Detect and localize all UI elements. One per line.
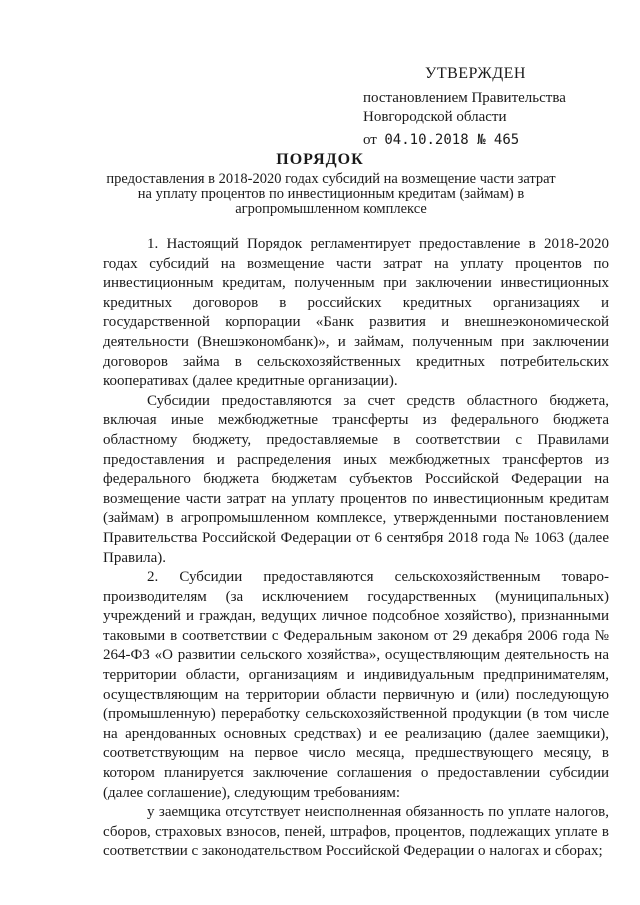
document-title: ПОРЯДОК	[276, 151, 364, 168]
handwritten-date-number: 04.10.2018 № 465	[384, 132, 520, 148]
approval-line-1: постановлением Правительства	[363, 90, 566, 106]
paragraph-1: 1. Настоящий Порядок регламентирует предоставление в 2018-2020 годах субсидий на возмещение части затрат на уплату процентов по инвестиционным кредитам, полученным при заключении инвестиционных кредитных договоров в российских кредитных организациях и государственной корпорации «Банк развития и внешнеэкономической деятельности (Внешэкономбанк)», и займам, полученным при заключении договоров займа в сельскохозяйственных кредитных потребительских кооперативах (далее кредитные организации).	[103, 236, 609, 390]
approved-heading: УТВЕРЖДЕН	[425, 65, 526, 82]
paragraph-3: 2. Субсидии предоставляются сельскохозяйственным товаро-производителям (за исключением государственных (муниципальных) учреждений и граждан, ведущих личное подсобное хозяйство), признанными таковыми в соответствии с Федеральным законом от 29 декабря 2006 года № 264-ФЗ «О развитии сельского хозяйства», осуществляющим деятельность на территории области, организациям и индивидуальным предпринимателям, осуществляющим на территории области первичную и (или) последующую (промышленную) переработку сельскохозяйственной продукции (в том числе на арендованных основных средствах) и ее реализацию (далее заемщики), соответствующим на первое число месяца, предшествующего месяцу, в котором планируется заключение соглашения о предоставлении субсидии (далее соглашение), следующим требованиям:	[103, 569, 609, 801]
approval-line-2: Новгородской области	[363, 109, 507, 125]
paragraph-2: Субсидии предоставляются за счет средств областного бюджета, включая иные межбюджетные трансферты из федерального бюджета областному бюджету, предоставляемые в соответствии с Правилами предоставления и распределения иных межбюджетных трансфертов из федерального бюджета бюджетам субъектов Российской Федерации на возмещение части затрат на уплату процентов по инвестиционным кредитам (займам) в агропромышленном комплексе, утвержденными постановлением Правительства Российской Федерации от 6 сентября 2018 года № 1063 (далее Правила).	[103, 392, 609, 566]
date-prefix: от	[363, 132, 377, 148]
document-body	[103, 235, 609, 862]
document-subtitle: предоставления в 2018-2020 годах субсидий на возмещение части затрат на уплату процентов по инвестиционным кредитам (займам) в агропромышленном комплексе	[106, 171, 556, 217]
approval-date-line	[363, 130, 623, 150]
paragraph-4: у заемщика отсутствует неисполненная обязанность по уплате налогов, сборов, страховых взносов, пеней, штрафов, процентов, подлежащих уплате в соответствии с законодательством Российской Федерации о налогах и сборах;	[103, 804, 609, 860]
approval-block	[363, 64, 623, 150]
